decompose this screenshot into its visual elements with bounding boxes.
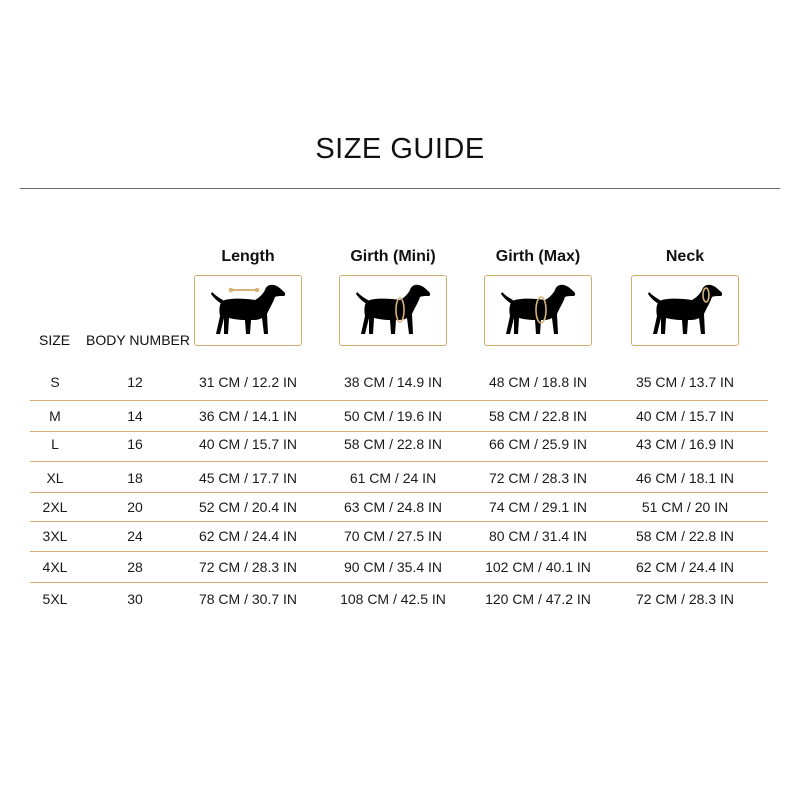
title-divider — [20, 188, 780, 189]
girth-mini-cell: 90 CM / 35.4 IN — [343, 559, 443, 575]
size-cell: S — [50, 374, 60, 390]
body-number-cell: 30 — [127, 591, 143, 607]
girth-mini-icon-box — [339, 275, 447, 346]
girth-max-icon-box — [484, 275, 592, 346]
column-header-girth-mini: Girth (Mini) — [350, 248, 436, 265]
size-cell: 3XL — [42, 528, 68, 544]
table-row — [0, 404, 800, 428]
neck-cell: 35 CM / 13.7 IN — [635, 374, 735, 390]
column-header-girth-max: Girth (Max) — [495, 248, 581, 265]
neck-cell: 46 CM / 18.1 IN — [635, 470, 735, 486]
size-cell: 4XL — [42, 559, 68, 575]
row-divider — [30, 461, 768, 462]
girth-mini-cell: 50 CM / 19.6 IN — [343, 408, 443, 424]
girth-mini-cell: 63 CM / 24.8 IN — [343, 499, 443, 515]
neck-cell: 43 CM / 16.9 IN — [635, 436, 735, 452]
table-row — [0, 370, 800, 394]
table-row — [0, 555, 800, 579]
table-row — [0, 495, 800, 519]
girth-mini-cell: 61 CM / 24 IN — [349, 470, 437, 486]
dog-neck-icon — [632, 276, 738, 345]
girth-max-cell: 74 CM / 29.1 IN — [488, 499, 588, 515]
neck-cell: 58 CM / 22.8 IN — [635, 528, 735, 544]
length-cell: 45 CM / 17.7 IN — [198, 470, 298, 486]
girth-max-cell: 66 CM / 25.9 IN — [488, 436, 588, 452]
body-number-cell: 20 — [127, 499, 143, 515]
size-cell: L — [51, 436, 59, 452]
dog-girth-mini-icon — [340, 276, 446, 345]
girth-mini-cell: 38 CM / 14.9 IN — [343, 374, 443, 390]
size-cell: M — [49, 408, 61, 424]
body-number-cell: 14 — [127, 408, 143, 424]
length-cell: 36 CM / 14.1 IN — [198, 408, 298, 424]
length-cell: 62 CM / 24.4 IN — [198, 528, 298, 544]
body-number-cell: 18 — [127, 470, 143, 486]
girth-max-cell: 102 CM / 40.1 IN — [485, 559, 591, 575]
table-row — [0, 432, 800, 456]
size-cell: XL — [46, 470, 64, 486]
neck-cell: 40 CM / 15.7 IN — [635, 408, 735, 424]
body-number-header: BODY NUMBER — [86, 332, 190, 348]
girth-mini-cell: 70 CM / 27.5 IN — [343, 528, 443, 544]
body-number-cell: 24 — [127, 528, 143, 544]
page-title: SIZE GUIDE — [315, 133, 485, 165]
girth-mini-cell: 58 CM / 22.8 IN — [343, 436, 443, 452]
body-number-cell: 16 — [127, 436, 143, 452]
girth-max-cell: 80 CM / 31.4 IN — [488, 528, 588, 544]
girth-max-cell: 72 CM / 28.3 IN — [488, 470, 588, 486]
length-cell: 72 CM / 28.3 IN — [198, 559, 298, 575]
row-divider — [30, 521, 768, 522]
size-cell: 2XL — [42, 499, 68, 515]
girth-max-cell: 48 CM / 18.8 IN — [488, 374, 588, 390]
row-divider — [30, 400, 768, 401]
dog-girth-max-icon — [485, 276, 591, 345]
neck-cell: 51 CM / 20 IN — [641, 499, 729, 515]
dog-length-icon — [195, 276, 301, 345]
length-cell: 31 CM / 12.2 IN — [198, 374, 298, 390]
neck-cell: 62 CM / 24.4 IN — [635, 559, 735, 575]
length-cell: 40 CM / 15.7 IN — [198, 436, 298, 452]
row-divider — [30, 492, 768, 493]
row-divider — [30, 551, 768, 552]
table-row — [0, 466, 800, 490]
length-icon-box — [194, 275, 302, 346]
size-header: SIZE — [39, 332, 71, 348]
length-cell: 78 CM / 30.7 IN — [198, 591, 298, 607]
body-number-cell: 12 — [127, 374, 143, 390]
column-header-length: Length — [221, 248, 275, 265]
row-divider — [30, 582, 768, 583]
table-row — [0, 524, 800, 548]
body-number-cell: 28 — [127, 559, 143, 575]
column-header-neck: Neck — [665, 248, 705, 265]
length-cell: 52 CM / 20.4 IN — [198, 499, 298, 515]
neck-cell: 72 CM / 28.3 IN — [635, 591, 735, 607]
girth-max-cell: 120 CM / 47.2 IN — [485, 591, 591, 607]
row-divider — [30, 431, 768, 432]
size-cell: 5XL — [42, 591, 68, 607]
girth-max-cell: 58 CM / 22.8 IN — [488, 408, 588, 424]
girth-mini-cell: 108 CM / 42.5 IN — [340, 591, 446, 607]
neck-icon-box — [631, 275, 739, 346]
table-row — [0, 587, 800, 611]
